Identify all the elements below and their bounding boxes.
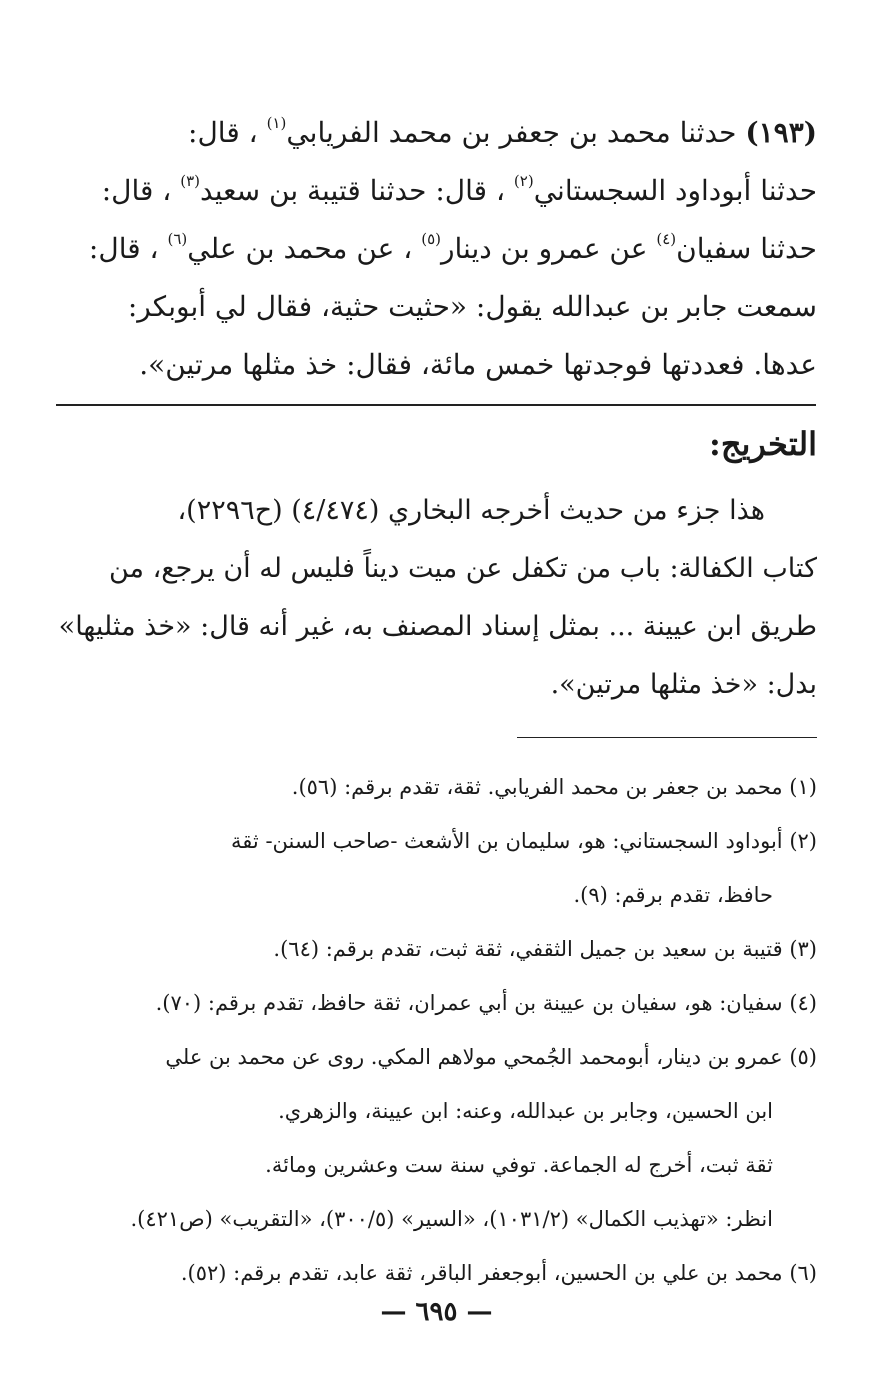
footnote-ref-1[interactable]: (١) — [266, 114, 287, 132]
footnotes-divider — [517, 737, 817, 738]
footnote-5-cont-2: ثقة ثبت، أخرج له الجماعة. توفي سنة ست وعشرين ومائة. — [265, 1153, 773, 1177]
hadith-line-3: حدثنا سفيان$^{(٤)}$ عن عمرو بن دينار$^{(٥)}$ ، عن محمد بن علي$^{(٦)}$ ، قال: — [88, 230, 817, 265]
hadith-line-2: حدثنا أبوداود السجستاني$^{(٢)}$ ، قال: حدثنا قتيبة بن سعيد$^{(٣)}$ ، قال: — [101, 172, 817, 207]
footnote-ref-4[interactable]: (٤) — [656, 230, 677, 248]
section-divider — [56, 404, 816, 406]
footnote-ref-2[interactable]: (٢) — [513, 172, 534, 190]
takhrij-text — [57, 482, 817, 714]
footnote-2: (٢) أبوداود السجستاني: هو، سليمان بن الأشعث -صاحب السنن- ثقة — [231, 829, 817, 853]
footnote-5-cont-3: انظر: «تهذيب الكمال» (١٠٣١/٢)، «السير» (٣٠٠/٥)، «التقريب» (ص٤٢١). — [130, 1207, 773, 1231]
footnote-4: (٤) سفيان: هو، سفيان بن عيينة بن أبي عمران، ثقة حافظ، تقدم برقم: (٧٠). — [155, 991, 817, 1015]
takhrij-line-4: بدل: «خذ مثلها مرتين». — [550, 669, 817, 700]
footnote-ref-5[interactable]: (٥) — [421, 230, 441, 248]
hadith-line-1: (١٩٣) حدثنا محمد بن جعفر بن محمد الفريابي$^{(١)}$ ، قال: — [188, 114, 817, 149]
footnote-6: (٦) محمد بن علي بن الحسين، أبوجعفر الباقر، ثقة عابد، تقدم برقم: (٥٢). — [180, 1261, 817, 1285]
footnote-3: (٣) قتيبة بن سعيد بن جميل الثقفي، ثقة ثبت، تقدم برقم: (٦٤). — [273, 937, 817, 961]
hadith-text — [57, 104, 817, 394]
page-number: — ٦٩٥ — — [380, 1297, 493, 1327]
footnote-ref-3[interactable]: (٣) — [180, 172, 201, 190]
takhrij-line-3: طريق ابن عيينة ... بمثل إسناد المصنف به، غير أنه قال: «خذ مثليها» — [58, 611, 817, 642]
hadith-line-4: سمعت جابر بن عبدالله يقول: «حثيت حثية، فقال لي أبوبكر: — [127, 290, 817, 323]
footnote-2-cont: حافظ، تقدم برقم: (٩). — [573, 883, 773, 907]
footnote-5-cont-1: ابن الحسين، وجابر بن عبدالله، وعنه: ابن عيينة، والزهري. — [278, 1099, 773, 1123]
footnote-5: (٥) عمرو بن دينار، أبومحمد الجُمحي مولاهم المكي. روى عن محمد بن علي — [165, 1045, 817, 1069]
hadith-line-5: عدها. فعددتها فوجدتها خمس مائة، فقال: خذ مثلها مرتين». — [139, 348, 817, 381]
takhrij-line-2: كتاب الكفالة: باب من تكفل عن ميت ديناً فليس له أن يرجع، من — [108, 553, 817, 584]
hadith-number: (١٩٣) — [745, 116, 817, 149]
takhrij-line-1: هذا جزء من حديث أخرجه البخاري (٤/٤٧٤) (ح٢٢٩٦)، — [177, 495, 765, 526]
takhrij-heading: التخريج: — [709, 425, 817, 463]
footnote-1: (١) محمد بن جعفر بن محمد الفريابي. ثقة، تقدم برقم: (٥٦). — [291, 775, 817, 799]
footnote-ref-6[interactable]: (٦) — [167, 230, 188, 248]
footnotes — [57, 760, 817, 1300]
